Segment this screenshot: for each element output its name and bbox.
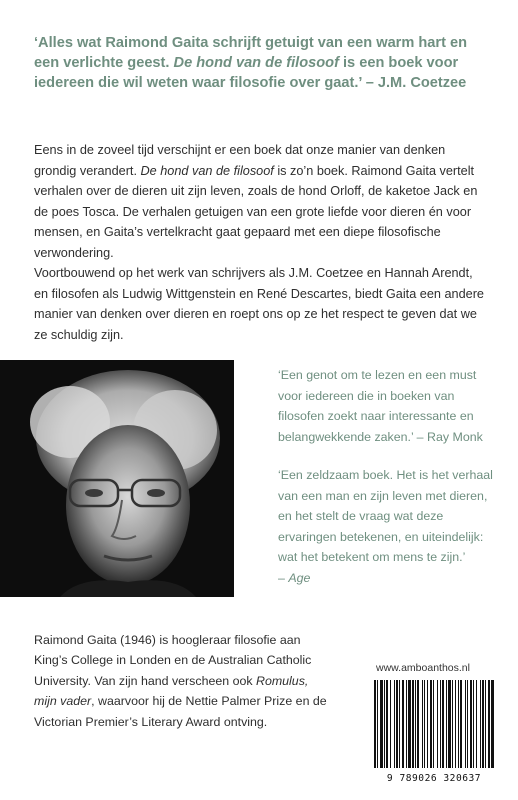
- barcode-bar: [430, 680, 432, 768]
- barcode-bar: [446, 680, 447, 768]
- barcode-bar: [476, 680, 477, 768]
- barcode-bar: [377, 680, 378, 768]
- side-quote-2-dash: –: [278, 570, 289, 585]
- barcode-bar: [491, 680, 494, 768]
- barcode-bar: [442, 680, 444, 768]
- barcode-bar: [455, 680, 456, 768]
- barcode-bar: [437, 680, 438, 768]
- barcode-bar: [460, 680, 462, 768]
- barcode-bar: [402, 680, 404, 768]
- barcode-bar: [406, 680, 407, 768]
- barcode-bar: [399, 680, 400, 768]
- barcode-bar: [424, 680, 425, 768]
- barcode-bar: [458, 680, 459, 768]
- barcode-bar: [384, 680, 385, 768]
- author-portrait-image: [0, 360, 234, 597]
- barcode-bar: [427, 680, 428, 768]
- barcode-bar: [374, 680, 376, 768]
- top-review-quote: [34, 33, 486, 93]
- barcode-bar: [482, 680, 484, 768]
- barcode-bar: [412, 680, 414, 768]
- publisher-url: www.amboanthos.nl: [376, 662, 470, 674]
- barcode-bar: [470, 680, 472, 768]
- side-quote-2-source: Age: [288, 570, 311, 585]
- barcode-bar: [473, 680, 474, 768]
- top-quote-part1: ‘Alles wat Raimond Gaita schrijft getuigt van een warm hart en een verlichte geest.: [34, 35, 468, 71]
- barcode-bar: [440, 680, 441, 768]
- barcode-bar: [488, 680, 490, 768]
- para1-book-title: De hond van de filosoof: [140, 163, 274, 178]
- barcode-bar: [422, 680, 423, 768]
- description-paragraph-1: [34, 140, 486, 264]
- barcode-bar: [467, 680, 468, 768]
- para1-part2: is zo’n boek. Raimond Gaita vertelt verhalen over de dieren uit zijn leven, zoals de hond Orloff, de kaketoe Jack en de poes Tosca. De verhalen getuigen van een grote liefde voor dieren én voor mensen, en Gaita’s vertelkracht gaat gepaard met een diepe filosofische verwondering.: [34, 163, 478, 260]
- side-review-quote-1: [278, 365, 498, 447]
- barcode-bar: [390, 680, 391, 768]
- side-quote-1-text: ‘Een genot om te lezen en een must voor iedereen die in boeken van filosofen zoekt naar interessante en belangwekkende zaken.’ – Ray Monk: [278, 368, 483, 444]
- barcode-bar: [433, 680, 434, 768]
- barcode-bar: [394, 680, 395, 768]
- barcode-bar: [452, 680, 453, 768]
- barcode-bars: [370, 680, 498, 772]
- barcode-bar: [465, 680, 466, 768]
- bio-part1: Raimond Gaita (1946) is hoogleraar filosofie aan King’s College in Londen en de Australian Catholic University. Van zijn hand verscheen ook: [34, 633, 312, 688]
- para1-part1: Eens in de zoveel tijd verschijnt er een boek dat onze manier van denken grondig verandert.: [34, 143, 446, 178]
- isbn-barcode: [370, 680, 498, 784]
- barcode-bar: [480, 680, 481, 768]
- description-paragraph-2: [34, 263, 486, 345]
- side-quote-2-text: ‘Een zeldzaam boek. Het is het verhaal van een man en zijn leven met dieren, en het stelt de vraag wat deze ervaringen betekenen, en uiteindelijk: wat het betekent om mens te zijn.’: [278, 468, 493, 564]
- top-quote-part2: is een boek voor iedereen die wil weten waar filosofie over gaat.’ – J.M. Coetzee: [34, 55, 467, 91]
- barcode-bar: [448, 680, 451, 768]
- barcode-bar: [380, 680, 383, 768]
- barcode-bar: [415, 680, 416, 768]
- barcode-bar: [396, 680, 398, 768]
- barcode-bar: [408, 680, 411, 768]
- para2-text: Voortbouwend op het werk van schrijvers als J.M. Coetzee en Hannah Arendt, en filosofen als Ludwig Wittgenstein en René Descartes, biedt Gaita een andere manier van denken over dieren en roept ons op ze het respect te geven dat we ze schuldig zijn.: [34, 266, 484, 342]
- isbn-number: 9 789026 320637: [370, 773, 498, 784]
- barcode-bar: [485, 680, 486, 768]
- top-quote-book-title: De hond van de filosoof: [173, 55, 339, 71]
- barcode-bar: [417, 680, 419, 768]
- bio-book-title: Romulus, mijn vader: [34, 673, 309, 709]
- bio-part2: , waarvoor hij de Nettie Palmer Prize en de Victorian Premier’s Literary Award ontving.: [34, 694, 327, 729]
- author-photo: [0, 360, 234, 597]
- author-bio: [34, 630, 334, 732]
- barcode-bar: [386, 680, 388, 768]
- side-review-quote-2: [278, 465, 498, 588]
